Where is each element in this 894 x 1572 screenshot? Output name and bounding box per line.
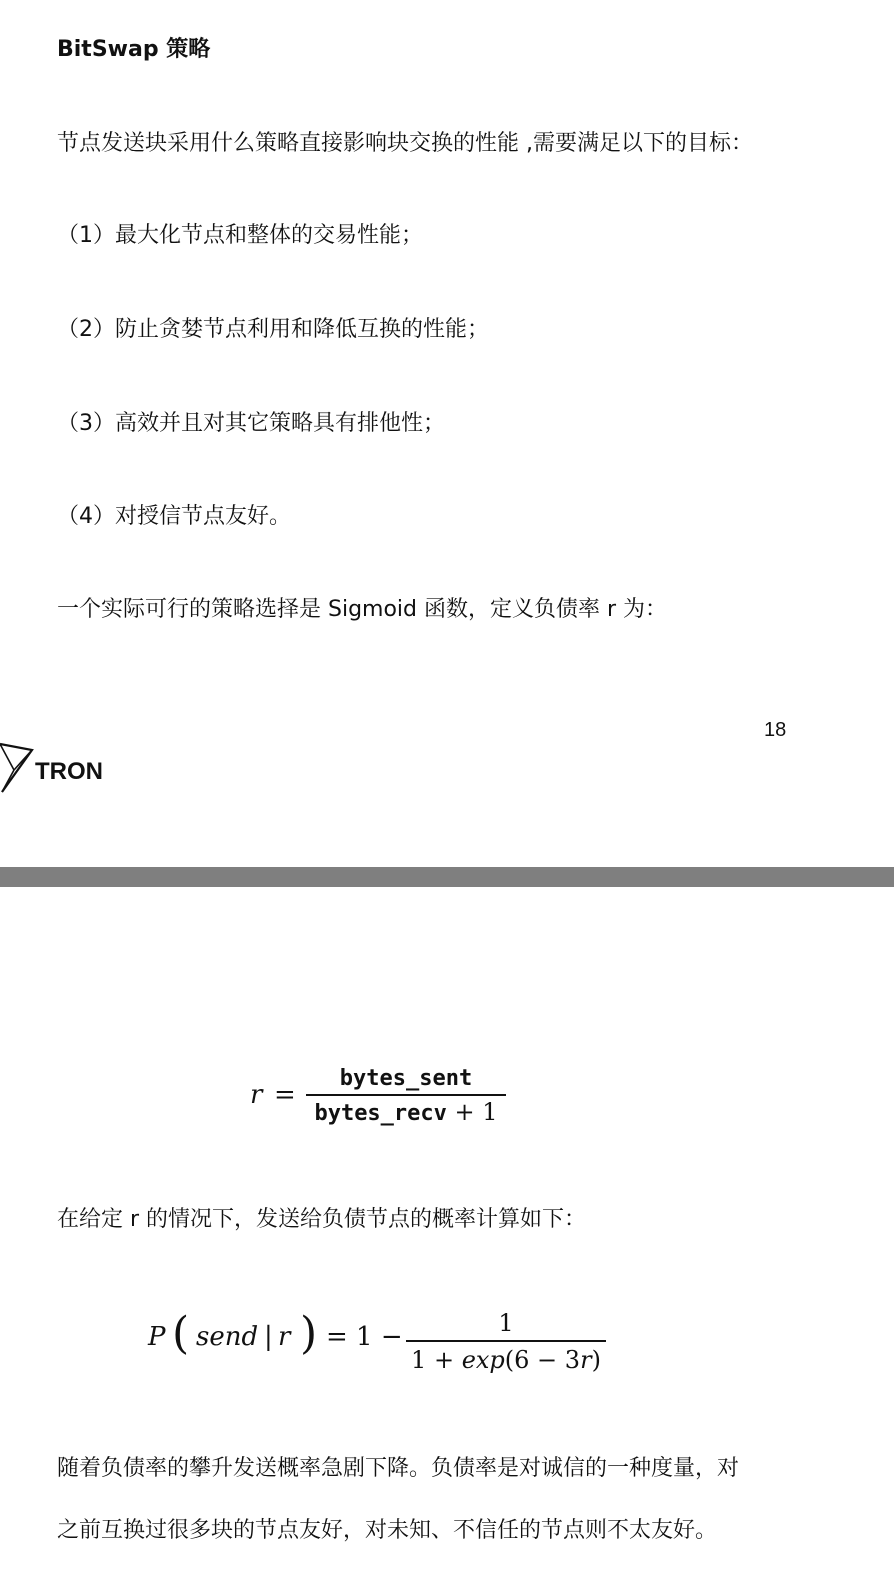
formula2-send: send <box>196 1322 259 1352</box>
formula1-equals: = <box>274 1080 296 1110</box>
page-number: 18 <box>764 719 787 741</box>
goal-item-1: （1）最大化节点和整体的交易性能； <box>57 223 423 248</box>
formula2-given-bar: | <box>264 1322 273 1352</box>
formula1-numerator: bytes_sent <box>339 1066 473 1091</box>
formula2-left-paren: ( <box>172 1308 190 1359</box>
formula2-den-r: r <box>580 1346 592 1374</box>
goal-item-2: （2）防止贪婪节点利用和降低互换的性能； <box>57 317 489 342</box>
goal-item-4: （4）对授信节点友好。 <box>57 504 291 529</box>
section-heading: BitSwap 策略 <box>57 37 211 62</box>
formula2-right-paren: ) <box>300 1308 318 1359</box>
formula2-den-b: (6 − 3 <box>504 1346 581 1374</box>
formula1-lhs: r <box>250 1080 263 1110</box>
tron-logo <box>0 736 120 796</box>
formula2-numerator: 1 <box>498 1309 514 1337</box>
tron-triangle-logo-icon <box>0 736 34 796</box>
formula2-den-exp: exp <box>461 1346 505 1374</box>
conclusion-line-2: 之前互换过很多块的节点友好，对未知、不信任的节点则不太友好。 <box>57 1518 718 1543</box>
formula1-denominator-var: bytes_recv <box>314 1101 447 1126</box>
formula1-denominator <box>314 1096 497 1131</box>
given-paragraph: 在给定 r 的情况下，发送给负债节点的概率计算如下： <box>57 1207 587 1232</box>
formula2-fraction <box>406 1306 606 1378</box>
intro-paragraph: 节点发送块采用什么策略直接影响块交换的性能 ,需要满足以下的目标： <box>57 131 753 156</box>
conclusion-line-1: 随着负债率的攀升发送概率急剧下降。负债率是对诚信的一种度量，对 <box>57 1456 740 1481</box>
formula2-den-c: ) <box>591 1346 601 1374</box>
formula1-denominator-rest: + 1 <box>446 1098 498 1126</box>
formula2-r: r <box>278 1322 291 1352</box>
formula2-denominator <box>411 1342 601 1378</box>
page-divider <box>0 867 894 887</box>
formula1-fraction <box>306 1064 506 1131</box>
goal-item-3: （3）高效并且对其它策略具有排他性； <box>57 411 445 436</box>
sigmoid-paragraph: 一个实际可行的策略选择是 Sigmoid 函数，定义负债率 r 为： <box>57 597 668 622</box>
logo-text: TRON <box>35 758 103 785</box>
formula2-den-a: 1 + <box>411 1346 462 1374</box>
formula2-equals-one-minus: = 1 − <box>326 1322 403 1352</box>
formula2-P: P <box>148 1322 166 1352</box>
